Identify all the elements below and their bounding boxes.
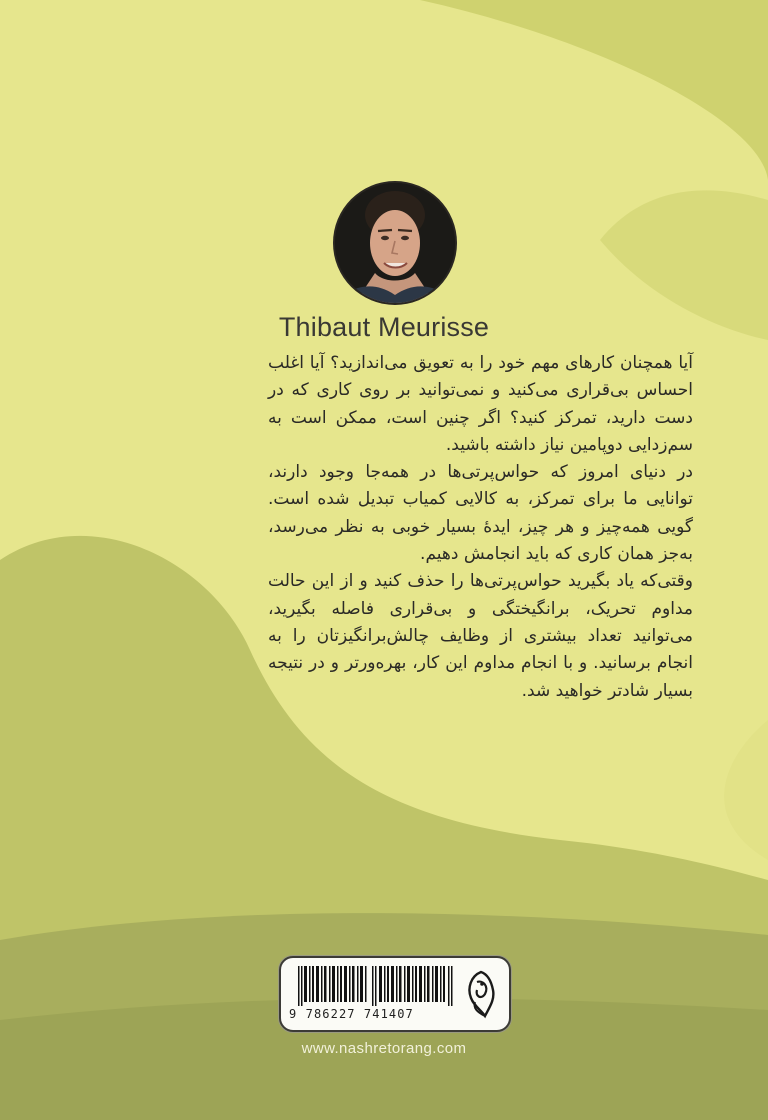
isbn-barcode-panel — [279, 956, 511, 1032]
isbn-digits: 9 786227 741407 — [289, 1007, 414, 1021]
publisher-website: www.nashretorang.com — [301, 1040, 467, 1057]
back-cover-blurb — [268, 350, 693, 705]
isbn-barcode — [298, 966, 454, 1006]
blurb-paragraph: آیا همچنان کارهای مهم خود را به تعویق می‌اندازید؟ آیا اغلب احساس بی‌قراری می‌کنید و نمی‌توانید بر روی کاری که در دست دارید، تمرکز کنید؟ اگر چنین است، ممکن است به سم‌زدایی دوپامین نیاز داشته باشید. — [268, 353, 693, 455]
author-portrait — [335, 183, 455, 303]
author-photo-icon — [335, 183, 455, 303]
publisher-bird-logo-icon — [463, 968, 499, 1020]
author-name: Thibaut Meurisse — [278, 312, 490, 342]
blurb-paragraph: در دنیای امروز که حواس‌پرتی‌ها در همه‌جا وجود دارند، توانایی ما برای تمرکز، به کالایی کمیاب تبدیل شده است. گویی همه‌چیز و هر چیز، ایدهٔ بسیار خوبی به نظر می‌رسد، به‌جز همان کاری که باید انجامش دهیم. — [268, 462, 693, 565]
blurb-paragraph: وقتی‌که یاد بگیرید حواس‌پرتی‌ها را حذف کنید و از این حالت مداوم تحریک، برانگیختگی و بی‌قراری فاصله بگیرید، می‌توانید تعداد بیشتری از وظایف چالش‌برانگیزتان را به انجام برسانید. و با انجام مداوم این کار، بهره‌ورتر و در نتیجه بسیار شادتر خواهید شد. — [268, 571, 693, 701]
